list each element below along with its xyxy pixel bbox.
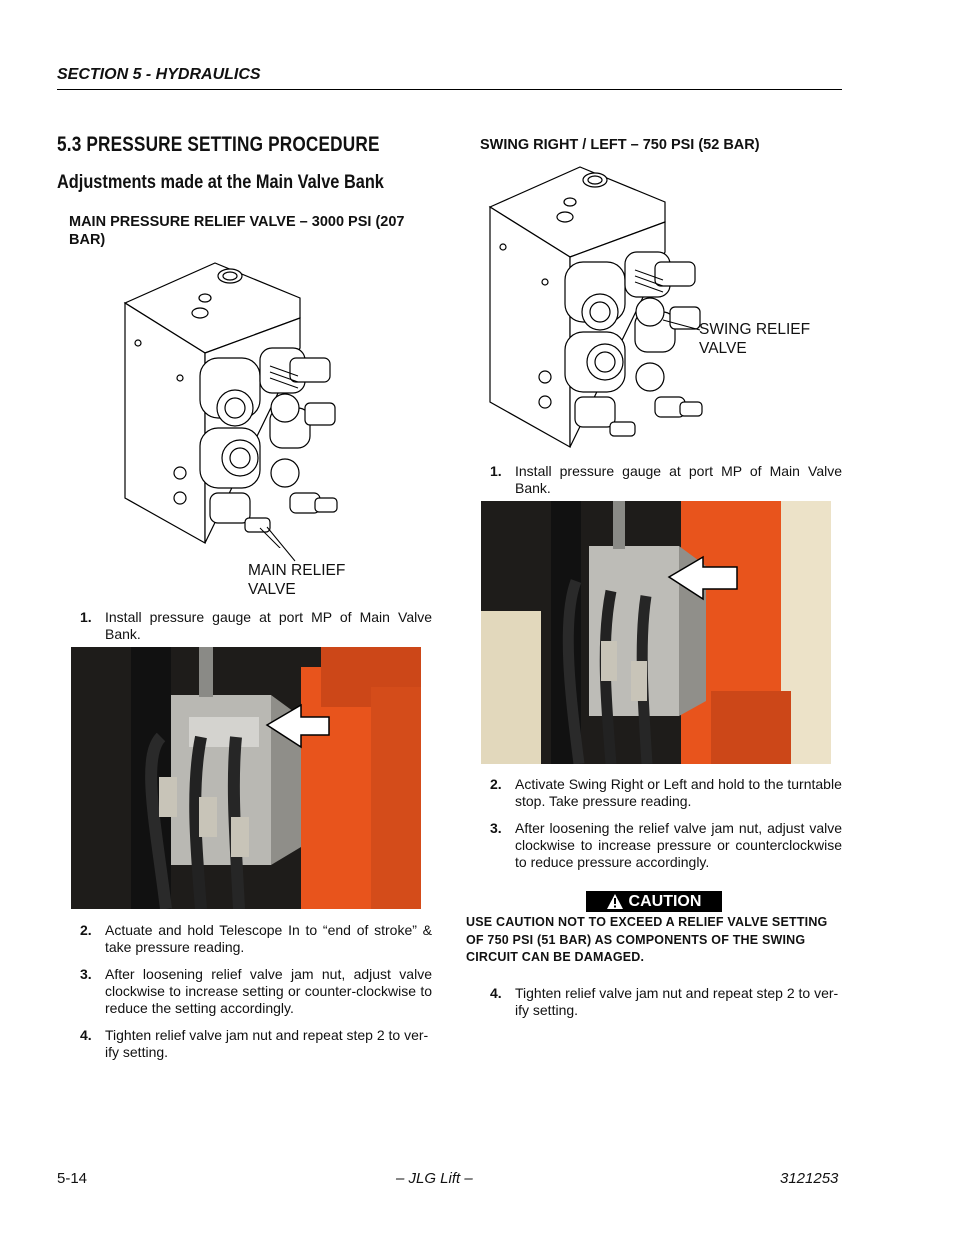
swing-relief-heading: SWING RIGHT / LEFT – 750 PSI (52 BAR) <box>480 137 760 153</box>
step-number: 2. <box>80 922 92 938</box>
left-step-1 <box>80 609 432 645</box>
left-step-3 <box>80 966 432 1020</box>
right-step-4 <box>490 985 842 1021</box>
right-step-3 <box>490 820 842 874</box>
page-number: 5-14 <box>57 1170 88 1187</box>
step-number: 1. <box>80 609 92 625</box>
left-step-4 <box>80 1027 432 1063</box>
warning-triangle-icon <box>607 894 623 909</box>
header-rule <box>57 89 842 90</box>
step-text: After loosening relief valve jam nut, adjust valve clockwise to increase setting or counter-clockwise to reduce the setting accordingly. <box>105 966 432 1016</box>
step-text: Activate Swing Right or Left and hold to the turntable stop. Take pressure reading. <box>515 776 842 809</box>
main-relief-label-line2: VALVE <box>248 581 296 598</box>
step-text: Install pressure gauge at port MP of Main Valve Bank. <box>515 463 842 496</box>
doc-number: 3121253 <box>780 1170 839 1187</box>
section-title: 5.3 PRESSURE SETTING PROCEDURE <box>57 133 380 156</box>
right-step-1 <box>490 463 842 499</box>
swing-valve-photo <box>481 501 831 764</box>
left-step-2 <box>80 922 432 958</box>
step-text: Tighten relief valve jam nut and repeat step 2 to ver-ify setting. <box>105 1027 429 1060</box>
right-step-2 <box>490 776 842 812</box>
swing-relief-label-line2: VALVE <box>699 340 747 357</box>
step-number: 3. <box>490 820 502 836</box>
caution-text: USE CAUTION NOT TO EXCEED A RELIEF VALVE SETTING OF 750 PSI (51 BAR) AS COMPONENTS OF THE SWING CIRCUIT CAN BE DAMAGED. <box>466 915 828 964</box>
section-subtitle: Adjustments made at the Main Valve Bank <box>57 172 384 193</box>
main-valve-diagram <box>120 258 355 548</box>
step-number: 4. <box>80 1027 92 1043</box>
step-number: 3. <box>80 966 92 982</box>
footer-center: – JLG Lift – <box>396 1170 473 1187</box>
caution-label: CAUTION <box>628 892 702 910</box>
caution-badge <box>586 891 722 912</box>
step-text: Actuate and hold Telescope In to “end of stroke” & take pressure reading. <box>105 922 432 955</box>
section-header: SECTION 5 - HYDRAULICS <box>57 66 261 83</box>
main-relief-heading: MAIN PRESSURE RELIEF VALVE – 3000 PSI (207 BAR) <box>69 214 405 248</box>
leader-line <box>265 525 305 565</box>
step-text: After loosening the relief valve jam nut, adjust valve clockwise to increase pressure or counterclockwise to reduce pressure accordingly. <box>515 820 842 870</box>
swing-relief-label-line1: SWING RELIEF <box>699 321 811 338</box>
step-number: 2. <box>490 776 502 792</box>
step-number: 1. <box>490 463 502 479</box>
step-number: 4. <box>490 985 502 1001</box>
step-text: Tighten relief valve jam nut and repeat step 2 to ver-ify setting. <box>515 985 839 1018</box>
swing-valve-diagram <box>485 162 720 452</box>
main-relief-label-line1: MAIN RELIEF <box>248 562 346 579</box>
main-valve-photo <box>71 647 421 909</box>
step-text: Install pressure gauge at port MP of Main Valve Bank. <box>105 609 432 642</box>
